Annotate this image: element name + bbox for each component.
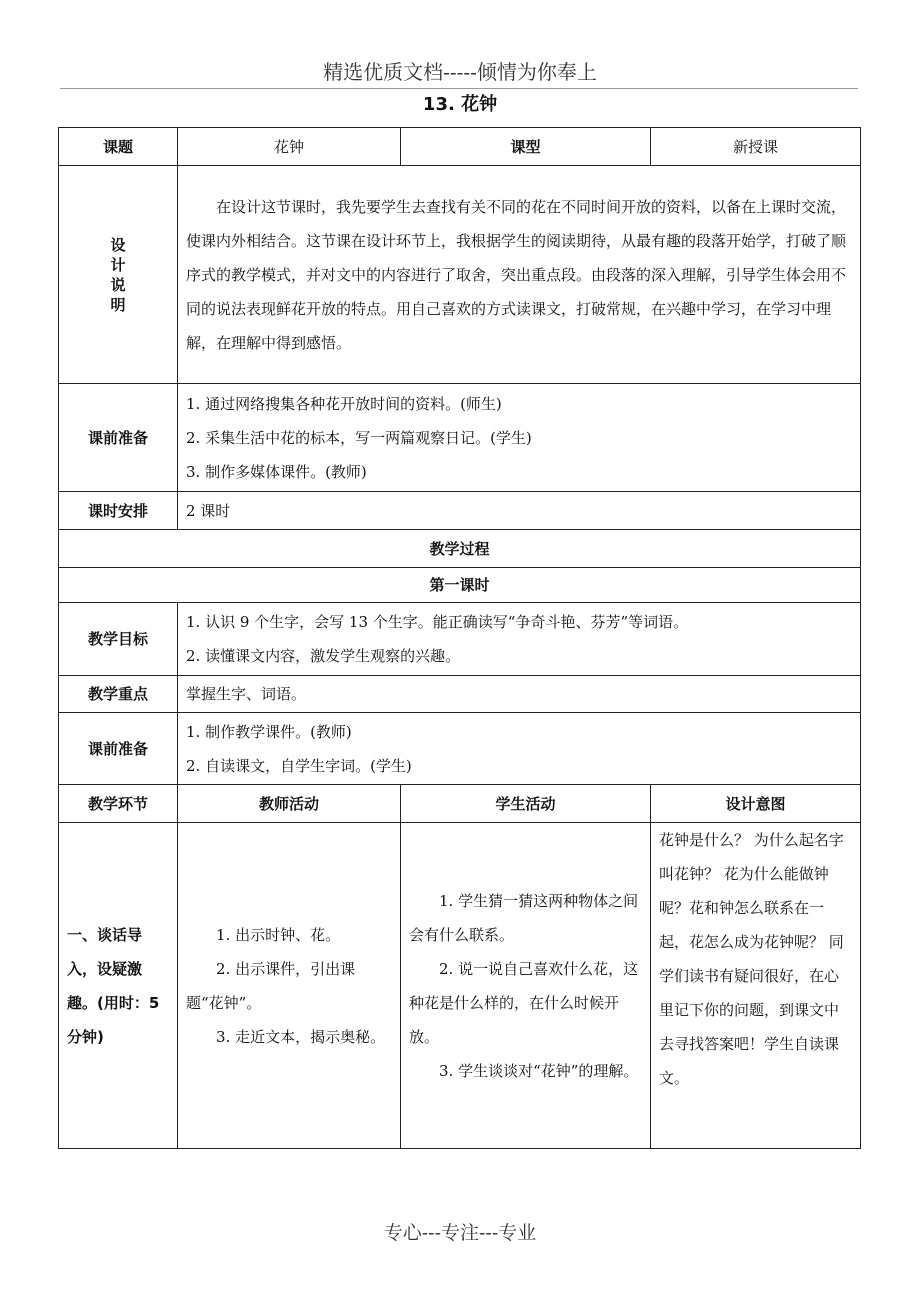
prep2-item: 2. 自读课文，自学生字词。(学生) (186, 756, 412, 775)
student-activity: 2. 说一说自己喜欢什么花，这种花是什么样的，在什么时候开放。 (409, 959, 639, 1046)
stage1-row (59, 823, 861, 1149)
col-header-intent: 设计意图 (651, 785, 861, 823)
type-label: 课型 (401, 128, 651, 166)
design-label-char: 设 (110, 235, 126, 254)
header-divider (60, 88, 858, 89)
focus-row (59, 676, 861, 713)
focus-label: 教学重点 (59, 676, 178, 713)
design-label-char: 说 (110, 275, 126, 294)
design-label (59, 166, 178, 384)
process-title-row (59, 530, 861, 568)
design-text: 在设计这节课时，我先要学生去查找有关不同的花在不同时间开放的资料，以备在上课时交流，使课内外相结合。这节课在设计环节上，我根据学生的阅读期待，从最有趣的段落开始学，打破了顺序式的教学模式，并对文中的内容进行了取舍，突出重点段。由段落的深入理解，引导学生体会用不同的说法表现鲜花开放的特点。用自己喜欢的方式读课文，打破常规，在兴趣中学习，在学习中理解，在理解中得到感悟。 (178, 166, 861, 384)
prep-list (178, 384, 861, 492)
stage1-student (401, 823, 651, 1149)
goal-item: 1. 认识 9 个生字，会写 13 个生字。能正确读写“争奇斗艳、芬芳”等词语。 (186, 613, 689, 631)
focus-value: 掌握生字、词语。 (178, 676, 861, 713)
prep2-label: 课前准备 (59, 713, 178, 785)
topic-row (59, 128, 861, 166)
stage1-teacher (178, 823, 401, 1149)
lesson-plan-table (58, 127, 861, 1149)
col-header-teacher: 教师活动 (178, 785, 401, 823)
page-header: 精选优质文档-----倾情为你奉上 (323, 60, 597, 84)
schedule-label: 课时安排 (59, 492, 178, 530)
student-activity: 1. 学生猜一猜这两种物体之间会有什么联系。 (409, 891, 639, 944)
process-title: 教学过程 (59, 530, 861, 568)
col-header-student: 学生活动 (401, 785, 651, 823)
goal-item: 2. 读懂课文内容，激发学生观察的兴趣。 (186, 647, 461, 665)
topic-label: 课题 (59, 128, 178, 166)
teacher-activity: 2. 出示课件，引出课题“花钟”。 (186, 959, 356, 1012)
document-title: 13. 花钟 (422, 94, 498, 115)
schedule-row (59, 492, 861, 530)
goal-row (59, 603, 861, 676)
topic-value: 花钟 (178, 128, 401, 166)
page-footer: 专心---专注---专业 (383, 1222, 537, 1244)
prep2-item: 1. 制作教学课件。(教师) (186, 722, 352, 741)
type-value: 新授课 (651, 128, 861, 166)
prep-item: 1. 通过网络搜集各种花开放时间的资料。(师生) (186, 394, 502, 413)
prep-row (59, 384, 861, 492)
prep-label: 课前准备 (59, 384, 178, 492)
stage1-intent: 花钟是什么？ 为什么起名字叫花钟？ 花为什么能做钟呢？花和钟怎么联系在一起，花怎么成为花钟呢？ 同学们读书有疑问很好，在心里记下你的问题，到课文中去寻找答案吧！学生自读课文。 (651, 823, 861, 1149)
column-header-row (59, 785, 861, 823)
student-activity: 3. 学生谈谈对“花钟”的理解。 (439, 1061, 639, 1080)
lesson-title-row (59, 568, 861, 603)
prep2-row (59, 713, 861, 785)
prep-item: 2. 采集生活中花的标本，写一两篇观察日记。(学生) (186, 428, 532, 447)
teacher-activity: 3. 走近文本，揭示奥秘。 (216, 1027, 386, 1046)
goal-label: 教学目标 (59, 603, 178, 676)
prep2-list (178, 713, 861, 785)
goal-list (178, 603, 861, 676)
design-label-char: 计 (110, 255, 126, 274)
prep-item: 3. 制作多媒体课件。(教师) (186, 462, 367, 481)
stage1-name: 一、谈话导入，设疑激趣。(用时：5 分钟) (59, 823, 178, 1149)
schedule-value: 2 课时 (178, 492, 861, 530)
design-row (59, 166, 861, 384)
lesson-title: 第一课时 (59, 568, 861, 603)
teacher-activity: 1. 出示时钟、花。 (216, 925, 341, 944)
design-label-char: 明 (110, 295, 126, 314)
col-header-stage: 教学环节 (59, 785, 178, 823)
